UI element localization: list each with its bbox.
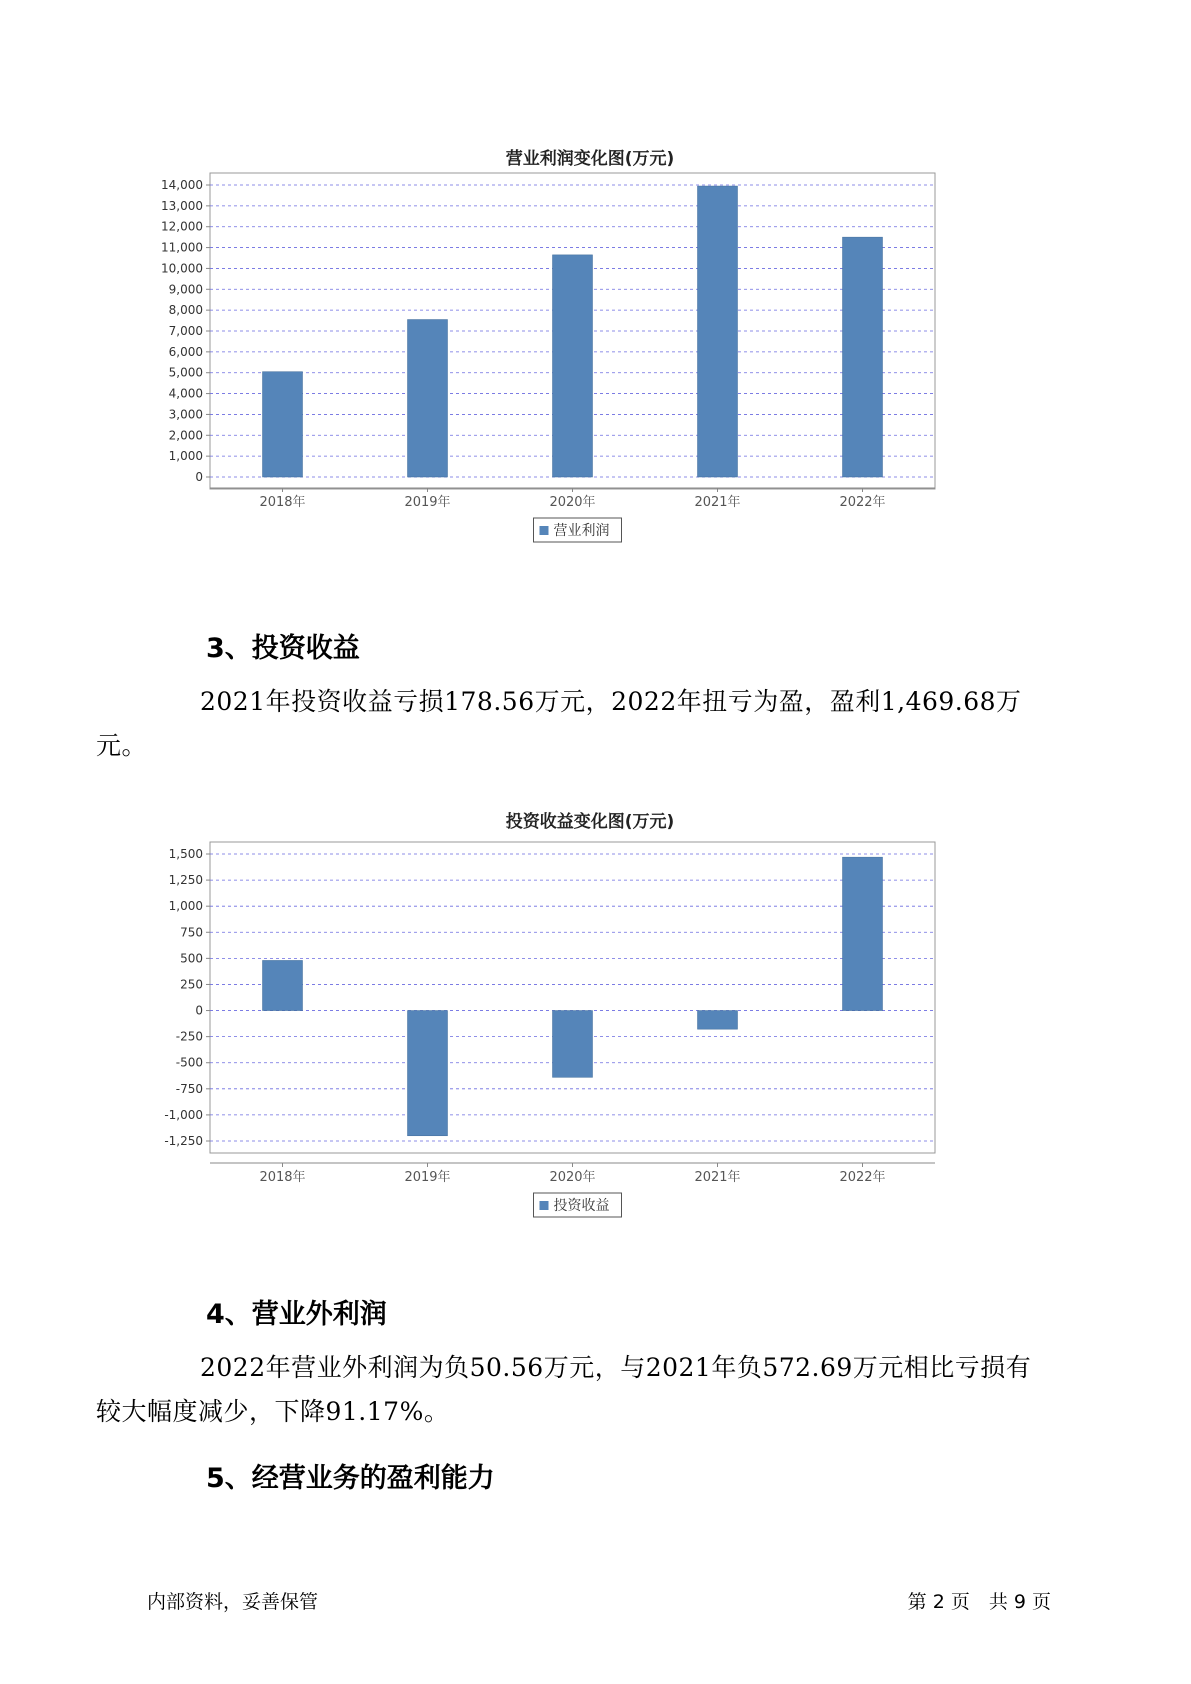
bar [263, 372, 303, 477]
paragraph-line: 元。 [96, 731, 148, 760]
paragraph-line: 2022年营业外利润为负50.56万元，与2021年负572.69万元相比亏损有 [200, 1353, 1032, 1382]
x-tick-label: 2022年 [839, 495, 886, 510]
y-tick-label: 8,000 [168, 303, 203, 318]
bar [843, 237, 883, 477]
x-tick-label: 2020年 [549, 1170, 596, 1185]
bar [408, 1011, 448, 1136]
paragraph-line: 较大幅度减少，下降91.17%。 [96, 1397, 450, 1426]
bar [553, 1011, 593, 1078]
operating-profit-chart [150, 140, 1030, 580]
y-tick-label: -750 [175, 1081, 203, 1096]
y-tick-label: 7,000 [168, 324, 203, 338]
bar [698, 1011, 738, 1030]
footer-confidential: 内部资料，妥善保管 [147, 1591, 319, 1613]
y-tick-label: -1,250 [164, 1134, 203, 1148]
paragraph-investment-income [96, 680, 1068, 768]
x-tick-label: 2021年 [694, 1170, 741, 1185]
bar [408, 320, 448, 477]
x-tick-label: 2019年 [404, 1170, 451, 1185]
bar [698, 186, 738, 477]
y-tick-label: 1,000 [168, 449, 203, 464]
y-tick-label: 3,000 [168, 407, 203, 422]
x-tick-label: 2020年 [549, 495, 596, 510]
section-heading-investment-income: 3、投资收益 [206, 633, 360, 664]
y-tick-label: 500 [180, 951, 203, 966]
y-tick-label: 4,000 [168, 386, 203, 401]
y-tick-label: 0 [195, 470, 203, 484]
legend-label: 营业利润 [553, 523, 610, 539]
x-tick-label: 2018年 [259, 1170, 306, 1185]
paragraph-non-operating-profit [96, 1346, 1068, 1434]
y-tick-label: 750 [180, 925, 203, 940]
bar [553, 255, 593, 477]
y-tick-label: -1,000 [164, 1107, 203, 1122]
bar [843, 857, 883, 1010]
investment-income-chart [150, 803, 1030, 1253]
y-tick-label: 1,250 [168, 873, 203, 888]
section-heading-non-operating-profit: 4、营业外利润 [206, 1299, 387, 1330]
y-tick-label: 14,000 [161, 178, 203, 192]
y-tick-label: 9,000 [168, 282, 203, 297]
bar [263, 960, 303, 1010]
chart-svg [150, 833, 1030, 1263]
x-tick-label: 2022年 [839, 1170, 886, 1185]
footer-page-number: 第 2 页 共 9 页 [907, 1591, 1051, 1613]
y-tick-label: -250 [175, 1029, 203, 1044]
chart-svg [150, 170, 1030, 590]
x-tick-label: 2021年 [694, 495, 741, 510]
x-tick-label: 2019年 [404, 495, 451, 510]
y-tick-label: 1,000 [168, 899, 203, 914]
y-tick-label: 13,000 [161, 198, 203, 213]
y-tick-label: 11,000 [161, 240, 203, 255]
y-tick-label: 0 [195, 1003, 203, 1018]
y-tick-label: 250 [180, 977, 203, 992]
chart-title: 营业利润变化图(万元) [505, 149, 675, 169]
y-tick-label: 1,500 [168, 847, 203, 861]
x-tick-label: 2018年 [259, 495, 306, 510]
y-tick-label: 2,000 [168, 428, 203, 443]
y-tick-label: 12,000 [161, 219, 203, 234]
y-tick-label: 6,000 [168, 344, 203, 359]
plot-area [210, 842, 935, 1153]
legend-swatch [540, 526, 549, 535]
y-tick-label: -500 [175, 1055, 203, 1070]
legend-label: 投资收益 [553, 1198, 610, 1214]
chart-title: 投资收益变化图(万元) [505, 812, 675, 832]
legend-swatch [540, 1201, 549, 1210]
y-tick-label: 5,000 [168, 365, 203, 380]
section-heading-profitability: 5、经营业务的盈利能力 [206, 1463, 495, 1494]
y-tick-label: 10,000 [161, 261, 203, 276]
paragraph-line: 2021年投资收益亏损178.56万元，2022年扭亏为盈，盈利1,469.68万 [200, 687, 1022, 716]
